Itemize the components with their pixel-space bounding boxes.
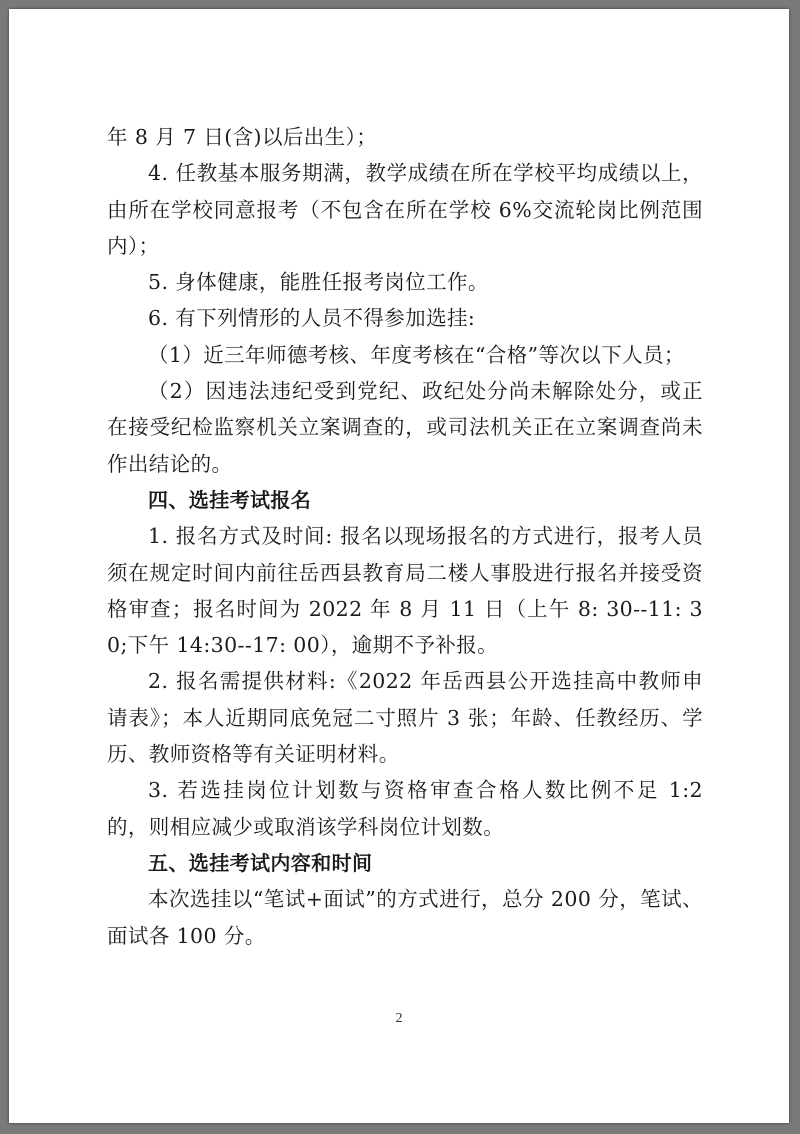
document-body: [107, 119, 703, 954]
paragraph-registration-1: 1. 报名方式及时间: 报名以现场报名的方式进行，报考人员须在规定时间内前往岳西县教育局二楼人事股进行报名并接受资格审查；报名时间为 2022 年 8 月 11 日（上午 8: 30--11: 30;下午 14:30--17: 00），逾期不予补报。: [107, 524, 703, 658]
paragraph-item-6-2: （2）因违法违纪受到党纪、政纪处分尚未解除处分，或正在接受纪检监察机关立案调查的，或司法机关正在立案调查尚未作出结论的。: [107, 379, 703, 476]
section-heading-5: 五、选挂考试内容和时间: [148, 850, 373, 875]
paragraph-registration-2: 2. 报名需提供材料:《2022 年岳西县公开选挂高中教师申请表》；本人近期同底免冠二寸照片 3 张；年龄、任教经历、学历、教师资格等有关证明材料。: [107, 669, 703, 767]
paragraph-exam-format: 本次选挂以“笔试+面试”的方式进行，总分 200 分，笔试、面试各 100 分。: [107, 887, 703, 948]
paragraph-item-4: 4. 任教基本服务期满，教学成绩在所在学校平均成绩以上，由所在学校同意报考（不包含在所在学校 6%交流轮岗比例范围内）；: [107, 161, 703, 258]
paragraph-registration-3: 3. 若选挂岗位计划数与资格审查合格人数比例不足 1:2 的，则相应减少或取消该学科岗位计划数。: [107, 778, 703, 839]
document-page: [9, 9, 789, 1123]
paragraph-item-6-1: （1）近三年师德考核、年度考核在“合格”等次以下人员；: [148, 342, 685, 367]
paragraph-item-5: 5. 身体健康，能胜任报考岗位工作。: [148, 270, 489, 295]
page-number: 2: [395, 1011, 403, 1026]
paragraph-birth-date: 年 8 月 7 日(含)以后出生）；: [107, 125, 378, 149]
paragraph-item-6: 6. 有下列情形的人员不得参加选挂:: [148, 306, 476, 331]
section-heading-4: 四、选挂考试报名: [148, 487, 312, 512]
